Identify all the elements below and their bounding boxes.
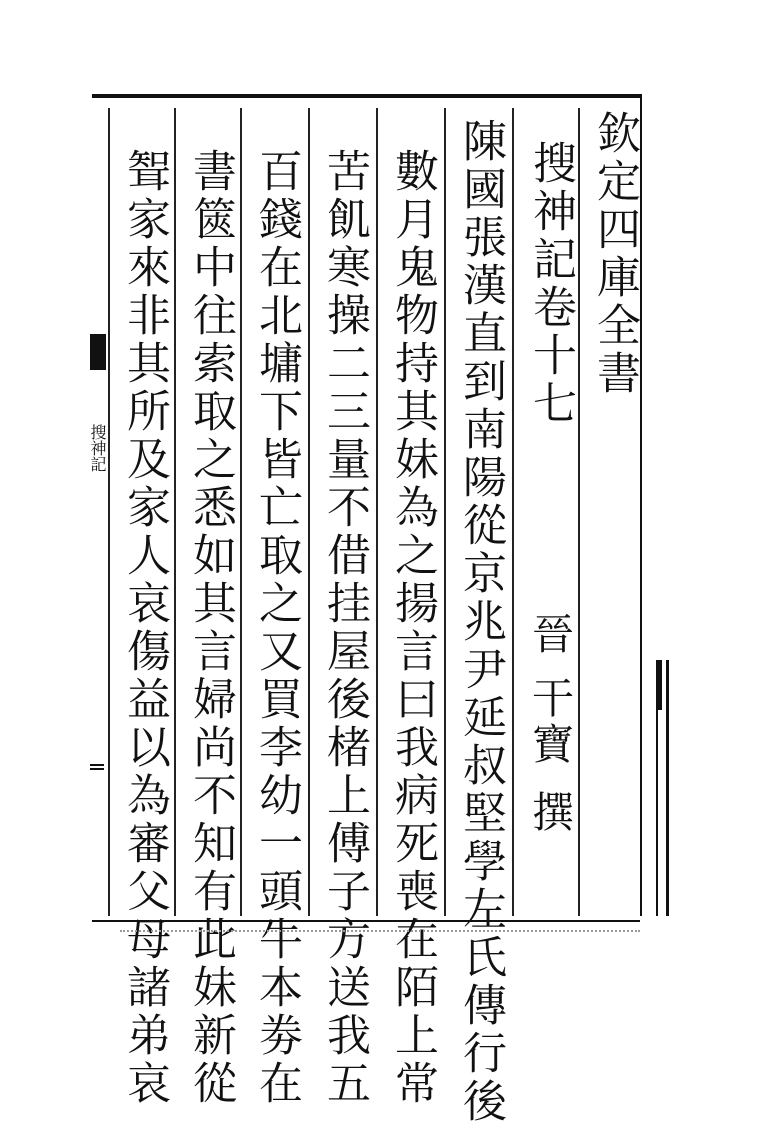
text-column-5: 書篋中往索取之悉如其言婦尚不知有此妹新從 [185, 148, 236, 1108]
bottom-edge-residue [120, 930, 640, 936]
fishtail-mark [90, 334, 106, 370]
column-rule [512, 108, 514, 916]
text-column-2: 數月鬼物持其妹為之揚言曰我病死喪在陌上常 [387, 148, 438, 1108]
column-rule [108, 108, 110, 916]
author-role: 撰 [526, 790, 575, 836]
text-column-6: 聟家來非其所及家人哀傷益以為審父母諸弟哀 [119, 148, 170, 1108]
author-dynasty: 晉 [526, 612, 575, 658]
right-edge-block [658, 660, 662, 710]
column-rule [174, 108, 176, 916]
text-column-4: 百錢在北墉下皆亡取之又買李幼一頭牛本劵在 [251, 148, 302, 1108]
page-number-mark [90, 764, 104, 766]
text-column-1: 陳國張漢直到南陽從京兆尹延叔堅學左氏傳行後 [455, 118, 506, 1126]
page-number-mark [90, 768, 104, 770]
text-column-3: 苦飢寒操二三量不借挂屋後楮上傅子方送我五 [319, 148, 370, 1108]
column-rule [376, 108, 378, 916]
collection-title: 欽定四庫全書 [589, 110, 640, 398]
author-name: 干寶 [526, 676, 575, 768]
book-title-line: 搜神記卷十七 [525, 140, 576, 428]
column-rule [240, 108, 242, 916]
column-rule [308, 108, 310, 916]
margin-book-name: 搜神記 [88, 424, 107, 472]
column-rule [444, 108, 446, 916]
